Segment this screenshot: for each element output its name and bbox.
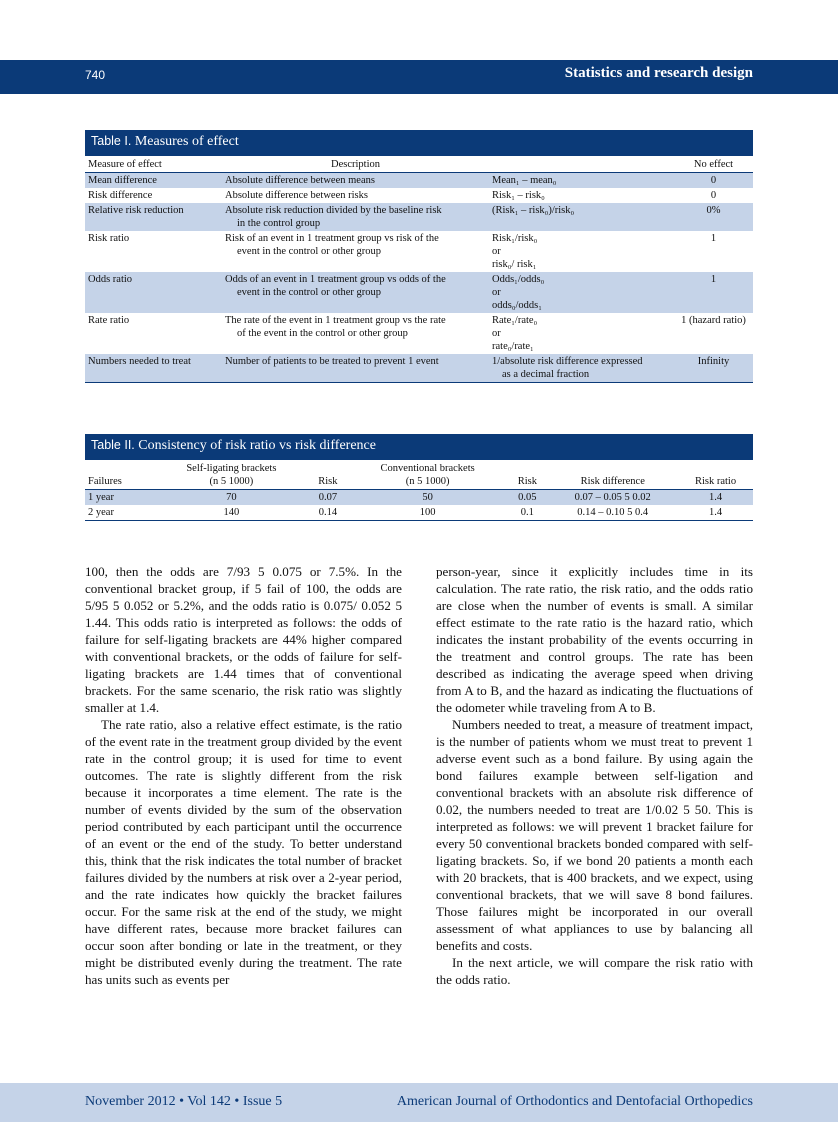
table1-cell-noeffect: 1 (hazard ratio) bbox=[681, 315, 746, 326]
table2-row bbox=[85, 490, 753, 506]
table1-formula-line: or bbox=[492, 246, 501, 257]
table2-col-conventional-label: Conventional brackets bbox=[380, 463, 475, 474]
table-measures-of-effect bbox=[85, 130, 753, 383]
table2-col-risk-difference: Risk difference bbox=[547, 460, 678, 490]
paragraph: Numbers needed to treat, a measure of treatment impact, is the number of patients whom we must treat to prevent 1 adverse event such as a bond failure. By using again the bond failures example between self-ligation and conventional brackets with an absolute risk difference of 0.02, the numbers needed to treat are 1/0.02 5 50. This is interpreted as follows: we will prevent 1 bracket failure for every 50 conventional brackets bonded compared with self-ligating brackets. So, if we bond 20 patients a month each with 20 brackets, that is 400 brackets, and we expect, using conventional brackets, that we will save 8 bond failures. Those failures might be incorporated in our overall assessment of what appliances to use by balancing all benefits and costs. bbox=[436, 717, 753, 953]
table1-description-line: Absolute difference between means bbox=[225, 175, 375, 186]
table1-cell-measure: Odds ratio bbox=[85, 272, 222, 313]
table1-row bbox=[85, 313, 753, 354]
table2-cell-ratio: 1.4 bbox=[678, 505, 753, 521]
table1-formula-line: Rate₁/rate₀ bbox=[492, 315, 538, 326]
table2-col-conventional bbox=[348, 460, 507, 490]
table1-description-line: Odds of an event in 1 treatment group vs odds of the bbox=[225, 274, 446, 285]
table1-formula-line: risk₀/ risk₁ bbox=[492, 259, 537, 270]
table2-cell-risk2: 0.1 bbox=[507, 505, 547, 521]
table2-row bbox=[85, 505, 753, 521]
table1-title: Measures of effect bbox=[134, 134, 239, 149]
table1-row bbox=[85, 173, 753, 189]
table2-cell-failures: 1 year bbox=[85, 490, 155, 506]
table2-caption bbox=[85, 434, 753, 460]
table1-caption bbox=[85, 130, 753, 156]
table-risk-ratio-consistency bbox=[85, 434, 753, 521]
table1-cell-formula bbox=[489, 231, 674, 272]
table2-label: Table II. bbox=[91, 438, 135, 452]
table1-description-line: event in the control or other group bbox=[237, 246, 382, 257]
table2-title: Consistency of risk ratio vs risk difference bbox=[138, 438, 376, 453]
table2-cell-self: 70 bbox=[155, 490, 308, 506]
table1-cell-formula bbox=[489, 354, 674, 383]
table1-cell-formula bbox=[489, 203, 674, 231]
table1-cell-noeffect: 0 bbox=[710, 190, 717, 201]
running-header bbox=[0, 60, 838, 94]
table1-cell-description bbox=[222, 272, 489, 313]
page-number: 740 bbox=[85, 68, 106, 82]
table2-cell-conv: 50 bbox=[348, 490, 507, 506]
table1-cell-noeffect: 1 bbox=[674, 272, 753, 313]
table2-col-risk-ratio: Risk ratio bbox=[678, 460, 753, 490]
table1-cell-description bbox=[222, 173, 489, 189]
table1-row bbox=[85, 272, 753, 313]
table1-col-description: Description bbox=[222, 156, 489, 173]
table1-header-row bbox=[85, 156, 753, 173]
table1-formula-line: or bbox=[492, 287, 501, 298]
table2-header-row bbox=[85, 460, 753, 490]
journal-name: American Journal of Orthodontics and Dentofacial Orthopedics bbox=[396, 1094, 753, 1109]
paragraph: The rate ratio, also a relative effect estimate, is the ratio of the event rate in the treatment group divided by the event rate in the control group; it is used for time to event outcomes. The rate is slightly different from the risk because it incorporates a time element. The rate is the number of events divided by the sum of the observation period contributed by each participant until the occurrence of an event or the end of the study. To better understand this, think that the risk indicates the total number of bracket failures divided by the numbers at risk over a 2-year period, and the rate indicates how quickly the bracket failures occur. For the same risk at the end of the study, we might have different rates, because more bracket failures can occur soon after bonding or late in the treatment, or they might be distributed evenly during the treatment. The rate has units such as events per bbox=[85, 717, 402, 987]
paragraph: In the next article, we will compare the risk ratio with the odds ratio. bbox=[436, 955, 753, 987]
table1-cell-measure: Mean difference bbox=[85, 173, 222, 189]
table1-cell-measure: Numbers needed to treat bbox=[85, 354, 222, 383]
body-column-left bbox=[85, 563, 402, 988]
table1-formula-line: Risk₁/risk₀ bbox=[492, 233, 538, 244]
table1-cell-formula bbox=[489, 313, 674, 354]
paragraph: person-year, since it explicitly includes time in its calculation. The rate ratio, the risk ratio, and the odds ratio are close when the number of events is small. A similar effect estimate to the rate ratio is the hazard ratio, which indicates the instant probability of the events occurring in the treatment and control groups. The rate has been described as indicating the average speed when driving from A to B, and the hazard as indicating the fluctuations of the odometer while traveling from A to B. bbox=[436, 564, 753, 715]
table2-cell-failures: 2 year bbox=[85, 505, 155, 521]
table2-col-self-ligating bbox=[155, 460, 308, 490]
table1-description-line: Absolute risk reduction divided by the baseline risk bbox=[225, 205, 442, 216]
table1-formula-line: rate₀/rate₁ bbox=[492, 341, 534, 352]
table1-col-formula bbox=[489, 156, 674, 173]
table1-formula-line: (Risk₁ – risk₀)/risk₀ bbox=[492, 205, 575, 216]
table1-cell-measure: Relative risk reduction bbox=[85, 203, 222, 231]
table1-formula-line: odds₀/odds₁ bbox=[492, 300, 542, 311]
table1-row bbox=[85, 231, 753, 272]
table2-col-risk1: Risk bbox=[308, 460, 348, 490]
table1-cell-noeffect: 0 bbox=[674, 173, 753, 189]
table1-cell-formula bbox=[489, 272, 674, 313]
table1-col-noeffect: No effect bbox=[674, 156, 753, 173]
section-title: Statistics and research design bbox=[564, 65, 753, 81]
table1-description-line: Absolute difference between risks bbox=[225, 190, 368, 201]
table1-description-line: The rate of the event in 1 treatment group vs the rate bbox=[225, 315, 446, 326]
table1-description-line: Risk of an event in 1 treatment group vs risk of the bbox=[225, 233, 439, 244]
table1-description-line: event in the control or other group bbox=[237, 287, 382, 298]
table2-col-conventional-n: (n 5 1000) bbox=[405, 476, 450, 487]
table1-description-line: of the event in the control or other group bbox=[237, 328, 408, 339]
table1-formula-line: 1/absolute risk difference expressed bbox=[492, 356, 643, 367]
table1-cell-measure: Rate ratio bbox=[88, 315, 130, 326]
table2-col-self-ligating-label: Self-ligating brackets bbox=[186, 463, 277, 474]
table2-cell-self: 140 bbox=[155, 505, 308, 521]
table1-cell-description bbox=[222, 188, 489, 203]
table2-cell-risk2: 0.05 bbox=[507, 490, 547, 506]
table2-col-failures: Failures bbox=[85, 460, 155, 490]
table2-cell-diff: 0.14 – 0.10 5 0.4 bbox=[547, 505, 678, 521]
running-footer bbox=[0, 1083, 838, 1122]
table1-cell-description bbox=[222, 313, 489, 354]
table1-cell-description bbox=[222, 354, 489, 383]
table2-cell-conv: 100 bbox=[348, 505, 507, 521]
table1-formula-line: Risk₁ – risk₀ bbox=[492, 190, 545, 201]
table1-cell-formula bbox=[489, 173, 674, 189]
table1-description-line: in the control group bbox=[237, 218, 321, 229]
table1-formula-line: as a decimal fraction bbox=[502, 369, 590, 380]
table2-cell-risk1: 0.14 bbox=[308, 505, 348, 521]
issue-info: November 2012 • Vol 142 • Issue 5 bbox=[85, 1094, 283, 1109]
table1-cell-noeffect: 0% bbox=[674, 203, 753, 231]
table1-row bbox=[85, 354, 753, 383]
table2-cell-diff: 0.07 – 0.05 5 0.02 bbox=[547, 490, 678, 506]
table1-row bbox=[85, 203, 753, 231]
table1-cell-formula bbox=[489, 188, 674, 203]
table1-description-line: Number of patients to be treated to prevent 1 event bbox=[225, 356, 439, 367]
table1-row bbox=[85, 188, 753, 203]
table2-col-risk2: Risk bbox=[507, 460, 547, 490]
paragraph: 100, then the odds are 7/93 5 0.075 or 7.5%. In the conventional bracket group, if 5 fail of 100, the odds are 5/95 5 0.052 or 5.2%, and the odds ratio is 0.075/ 0.052 5 1.44. This odds ratio is interpreted as follows: the odds of failure for self-ligating brackets are 44% higher compared with conventional brackets, or the odds of failure for self-ligating brackets are 1.44 times that of conventional brackets. For the same scenario, the risk ratio was slightly smaller at 1.4. bbox=[85, 564, 402, 715]
table1-cell-measure: Risk ratio bbox=[88, 233, 130, 244]
table2-cell-risk1: 0.07 bbox=[308, 490, 348, 506]
table1-cell-measure: Risk difference bbox=[88, 190, 153, 201]
table2-cell-ratio: 1.4 bbox=[678, 490, 753, 506]
table1-label: Table I. bbox=[91, 134, 132, 148]
table1-cell-noeffect: Infinity bbox=[674, 354, 753, 383]
table1-cell-description bbox=[222, 203, 489, 231]
table2-col-self-ligating-n: (n 5 1000) bbox=[209, 476, 254, 487]
table1-formula-line: Odds₁/odds₀ bbox=[492, 274, 545, 285]
table1-col-measure: Measure of effect bbox=[85, 156, 222, 173]
table1-formula-line: Mean₁ – mean₀ bbox=[492, 175, 557, 186]
table1-cell-description bbox=[222, 231, 489, 272]
body-column-right bbox=[436, 563, 753, 988]
table1-cell-noeffect: 1 bbox=[710, 233, 717, 244]
table1-formula-line: or bbox=[492, 328, 501, 339]
